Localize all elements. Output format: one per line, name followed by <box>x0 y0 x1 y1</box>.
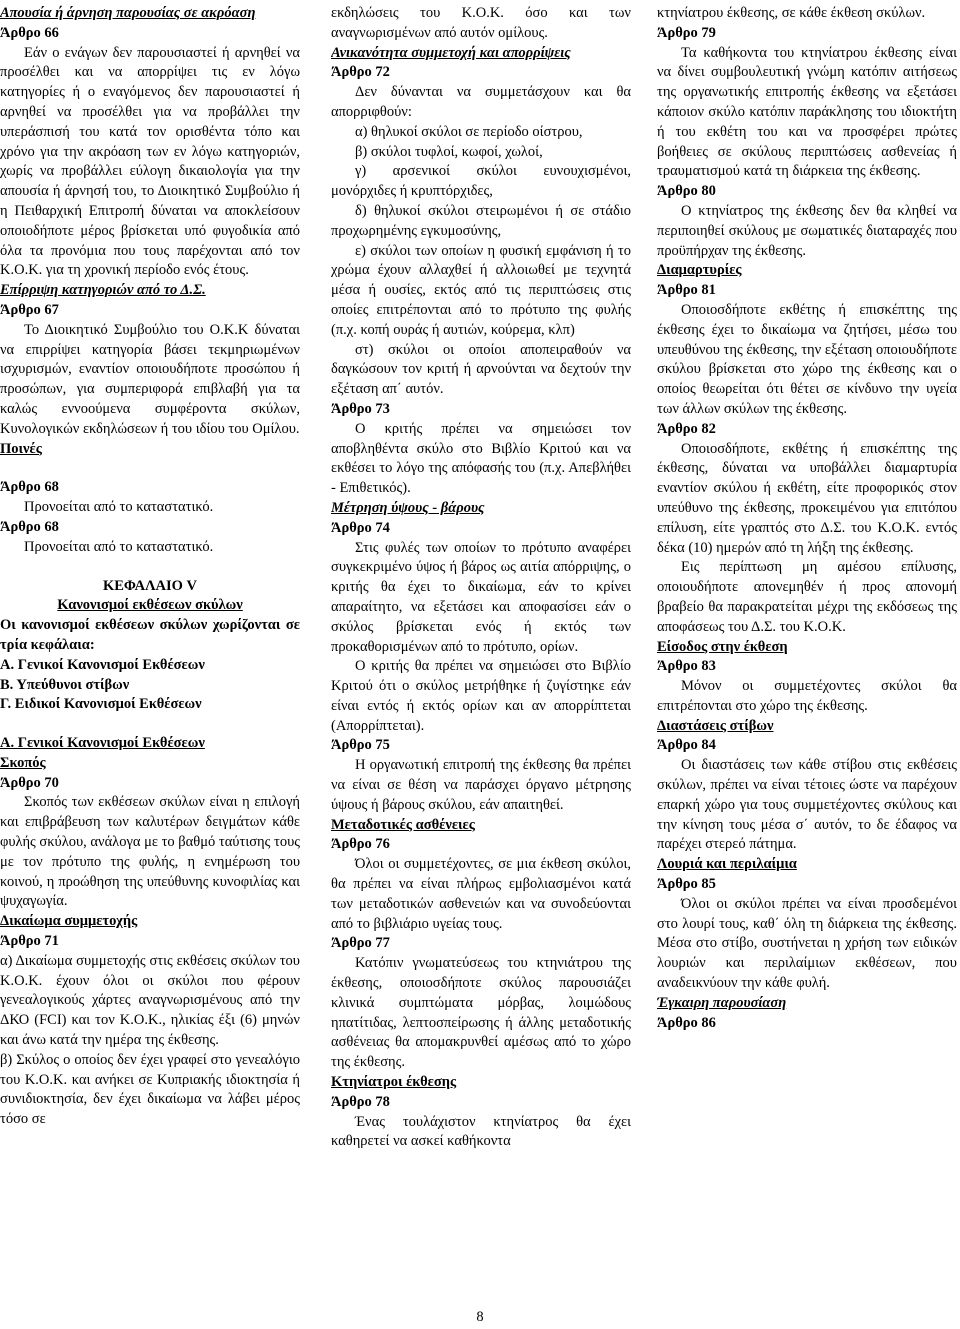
paragraph: Το Διοικητικό Συμβούλιο του Ο.Κ.Κ δύναται να επιρρίψει κατηγορία βάσει τεκμηριωμένων ισχυρισμών, εναντίον οποιουδήποτε προσώπου ή προσώπων, για συμπεριφορά επιβλαβή για τα καλώς εννοούμενα συμφέροντα σκύλων, Κυνολογικών εκδηλώσεων ή του ιδίου του Ομίλου. <box>0 321 300 437</box>
article-number: Άρθρο 68 <box>0 518 59 535</box>
article-number: Άρθρο 74 <box>331 519 390 536</box>
paragraph: Προνοείται από το καταστατικό. <box>24 538 214 555</box>
paragraph: β) Σκύλος ο οποίος δεν έχει γραφεί στο γενεαλόγιο του Κ.Ο.Κ. και ανήκει σε Κυπριακής ιδιοκτησία ή συνιδιοκτησία, δεν έχει δικαίωμα να λάβει μέρος τόσο σε <box>0 1051 300 1128</box>
paragraph: Όλοι οι συμμετέχοντες, σε μια έκθεση σκύλοι, θα πρέπει να είναι πλήρως εμβολιασμένοι κατά των μεταδοτικών ασθενειών και να συνοδεύονται από το βιβλιάριο υγείας τους. <box>331 856 631 932</box>
paragraph: Οποιοσδήποτε εκθέτης ή επισκέπτης της έκθεσης έχει το δικαίωμα να ζητήσει, μέσω του υπευθύνου της έκθεσης, την εξέταση οποιουδήποτε σκύλου βρίσκεται στο χώρο της έκθεσης και ο οποίος θεωρείται ότι θέτει σε κίνδυνο την υγεία των άλλων σκύλων της έκθεσης. <box>657 301 957 417</box>
section-heading: Έγκαιρη παρουσίαση <box>657 994 787 1011</box>
section-heading: Μεταδοτικές ασθένειες <box>331 816 475 833</box>
paragraph: Μόνον οι συμμετέχοντες σκύλοι θα επιτρέπονται στο χώρο της έκθεσης. <box>657 678 957 714</box>
section-heading: Δικαίωμα συμμετοχής <box>0 913 138 930</box>
chapter-list-item: Α. Γενικοί Κανονισμοί Εκθέσεων <box>0 656 205 673</box>
paragraph: Εις περίπτωση μη αμέσου επίλυσης, οποιουδήποτε απονεμηθέν ή προς απονομή βραβείο θα παρακρατείται μέχρι της εκδόσεως της αποφάσεως του Δ.Σ. του Κ.Ο.Κ. <box>657 559 957 635</box>
chapter-intro: Οι κανονισμοί εκθέσεων σκύλων χωρίζονται σε τρία κεφάλαια: <box>0 617 300 653</box>
section-heading: Είσοδος στην έκθεση <box>657 638 788 655</box>
article-number: Άρθρο 70 <box>0 774 59 791</box>
paragraph: Οι διαστάσεις των κάθε στίβου στις εκθέσεις σκύλων, πρέπει να είναι τέτοιες ώστε να παρέχουν επαρκή χώρο για τους συμμετέχοντες σκύλους και την κίνηση τους μέσα σ΄ αυτόν, το δε έδαφος να παρέχει στερεό πάτημα. <box>657 757 957 853</box>
list-item: ε) σκύλοι των οποίων η φυσική εμφάνιση ή το χρώμα έχουν αλλαχθεί ή αλλοιωθεί με τεχνητά μέσα ή ουσίες, εκτός από τις περιπτώσεις στις οποίες επιτρέπονται από το πρότυπο της φυλής (π.χ. κοπή ουράς ή αυτιών, κούρεμα, κλπ) <box>331 242 631 338</box>
spacer <box>0 459 300 478</box>
column-middle <box>331 4 631 1294</box>
article-number: Άρθρο 75 <box>331 737 390 754</box>
article-number: Άρθρο 68 <box>0 479 59 496</box>
paragraph: Τα καθήκοντα του κτηνίατρου έκθεσης είναι να δίνει συμβουλευτική γνώμη κατόπιν αιτήσεως της οργανωτικής επιτροπής έκθεσης να εξετάσει κάποιον σκύλο κατόπιν παράκλησης του ιδιοκτήτη ή του εκθέτη του και να προσφέρει πρώτες βοήθειες σε σκύλους περιπτώσεις ασθενείας ή τραυματισμού κατά τη διάρκεια της έκθεσης. <box>657 44 957 180</box>
list-item: α) θηλυκοί σκύλοι σε περίοδο οίστρου, <box>355 123 583 140</box>
article-number: Άρθρο 78 <box>331 1093 390 1110</box>
article-number: Άρθρο 72 <box>331 64 390 81</box>
article-number: Άρθρο 73 <box>331 400 390 417</box>
article-number: Άρθρο 66 <box>0 24 59 41</box>
paragraph: Κατόπιν γνωματεύσεως του κτηνιάτρου της έκθεσης, οποιοσδήποτε σκύλος παρουσιάζει κλινικά συμπτώματα μόρβας, λοιμώδους ηπατίτιδας, λεπτοσπείρωσης ή άλλης μεταδοτικής ασθένειας θα απομακρυνθεί αμέσως από το χώρο της έκθεσης. <box>331 955 631 1071</box>
chapter-list-item: Β. Υπεύθυνοι στίβων <box>0 676 130 693</box>
section-heading: Ανικανότητα συμμετοχή και απορρίψεις <box>331 44 571 61</box>
article-number: Άρθρο 79 <box>657 24 716 41</box>
section-heading: Λουριά και περιλαίμια <box>657 856 797 873</box>
section-heading: Α. Γενικοί Κανονισμοί Εκθέσεων <box>0 735 205 752</box>
article-number: Άρθρο 84 <box>657 737 716 754</box>
paragraph: εκδηλώσεις του Κ.Ο.Κ. όσο και των αναγνωρισμένων από αυτόν ομίλους. <box>331 5 631 41</box>
paragraph: Ένας τουλάχιστον κτηνίατρος θα έχει καθηρετεί να ασκεί καθήκοντα <box>331 1113 631 1150</box>
article-number: Άρθρο 83 <box>657 658 716 675</box>
section-heading: Απουσία ή άρνηση παρουσίας σε ακρόαση <box>0 5 256 21</box>
article-number: Άρθρο 86 <box>657 1014 716 1031</box>
spacer <box>0 558 300 577</box>
article-number: Άρθρο 82 <box>657 420 716 437</box>
column-left <box>0 4 300 1294</box>
paragraph: Ο κριτής θα πρέπει να σημειώσει στο Βιβλίο Κριτού ότι ο σκύλος μετρήθηκε ή ζυγίστηκε εάν είναι εντός ή εκτός ορίων και αν απορρίπτεται (Απορρίπτεται). <box>331 658 631 734</box>
article-number: Άρθρο 67 <box>0 301 59 318</box>
paragraph: Η οργανωτική επιτροπή της έκθεσης θα πρέπει να είναι σε θέση να παράσχει όργανο μέτρησης ύψους ή βάρους σκύλου, εάν απαιτηθεί. <box>331 757 631 813</box>
section-heading: Μέτρηση ύψους - βάρους <box>331 499 485 516</box>
article-number: Άρθρο 76 <box>331 836 390 853</box>
paragraph: Δεν δύνανται να συμμετάσχουν και θα απορριφθούν: <box>331 84 631 120</box>
section-heading: Διαστάσεις στίβων <box>657 717 774 734</box>
list-item: δ) θηλυκοί σκύλοι στειρωμένοι ή σε στάδιο προχωρημένης εγκυμοσύνης, <box>331 202 631 239</box>
paragraph: Ο κριτής πρέπει να σημειώσει τον αποβληθέντα σκύλο στο Βιβλίο Κριτού και να εκθέσει το λόγο της απόφασής του (π.χ. Απεβλήθει - Επιθετικός). <box>331 420 631 497</box>
chapter-subtitle: Κανονισμοί εκθέσεων σκύλων <box>57 597 243 614</box>
paragraph: Στις φυλές των οποίων το πρότυπο αναφέρει συγκεκριμένο ύψος ή βάρος ως αιτία απόρριψης, ο κριτής θα έχει το δικαίωμα, εάν το κρίνει απαραίτητο, να εξετάσει και αποφασίσει εάν ο σκύλος βρίσκεται ενός ή εκτός των προκαθορισμένων από το πρότυπο, ορίων. <box>331 539 631 655</box>
paragraph: Οποιοσδήποτε, εκθέτης ή επισκέπτης της έκθεσης, δύναται να υποβάλλει διαμαρτυρία εναντίον σκύλου ή εκθέτη, είτε προφορικός στον υπεύθυνο της έκθεσης, προκειμένου για επιτόπου επίλυση, είτε γραπτός στο Δ.Σ. του Κ.Ο.Κ. εντός δέκα (10) ημερών από τη λήξη της έκθεσης. <box>657 440 957 556</box>
section-heading: Ποινές <box>0 440 42 457</box>
article-number: Άρθρο 85 <box>657 876 716 893</box>
article-number: Άρθρο 71 <box>0 933 59 950</box>
paragraph: α) Δικαίωμα συμμετοχής στις εκθέσεις σκύλων του Κ.Ο.Κ. έχουν όλοι οι σκύλοι που φέρουν γενεαλογικούς χάρτες αναγνωρισμένους από την ΔΚΟ (FCI) και τον Κ.Ο.Κ., ηλικίας έξι (6) μηνών και άνω κατά την ημέρα της έκθεσης. <box>0 952 300 1049</box>
list-item: στ) σκύλοι οι οποίοι αποπειραθούν να δαγκώσουν τον κριτή ή αρνούνται να δεχτούν την εξέταση απ΄ αυτόν. <box>331 341 631 398</box>
list-item: γ) αρσενικοί σκύλοι ευνουχισμένοι, μονόρχιδες ή κρυπτόρχιδες, <box>331 163 631 200</box>
article-number: Άρθρο 77 <box>331 935 390 952</box>
page-number: 8 <box>476 1309 484 1325</box>
chapter-title: ΚΕΦΑΛΑΙΟ V <box>102 577 198 594</box>
column-right <box>657 4 957 1294</box>
paragraph: Όλοι οι σκύλοι πρέπει να είναι προσδεμένοι στο λουρί τους, καθ΄ όλη τη διάρκεια της έκθεσης. Μέσα στο στίβο, συστήνεται η χρήση των ειδικών λουριών και περιλαίμιων εκθέσεων, που αναδεικνύουν την κάθε φυλή. <box>657 895 957 992</box>
article-number: Άρθρο 80 <box>657 183 716 200</box>
section-heading: Διαμαρτυρίες <box>657 262 742 279</box>
spacer <box>0 715 300 734</box>
list-item: β) σκύλοι τυφλοί, κωφοί, χωλοί, <box>355 143 543 160</box>
chapter-list-item: Γ. Ειδικοί Κανονισμοί Εκθέσεων <box>0 696 202 713</box>
paragraph: Εάν ο ενάγων δεν παρουσιαστεί ή αρνηθεί να προσέλθει και να απορρίψει τις εν λόγω κατηγορίες ή ο εναγόμενος δεν παρουσιαστεί ή αρνηθεί να προσέλθει για να προβάλλει την υπεράσπισή του κατά τον ορισθέντα τόπο και χρόνο για την ακρόαση των εν λόγω κατηγοριών, χωρίς να προβάλλει εύλογη δικαιολογία για την απουσία ή άρνησή του, το Διοικητικό Συμβούλιο ή η Πειθαρχική Επιτροπή δύναται να αποκλείσουν οποιοδήποτε μέρος βρίσκεται υπό φυγοδικία από όλα τα προνόμια που τους παρέχονται από τον Κ.Ο.Κ. για τη χρονική περίοδο ενός έτους. <box>0 44 300 279</box>
article-number: Άρθρο 81 <box>657 282 716 299</box>
paragraph: Σκοπός των εκθέσεων σκύλων είναι η επιλογή και επιβράβευση των καλυτέρων δειγμάτων κάθε φυλής σκύλου, ανάλογα με το βαθμό ταύτισης τους με τον πρότυπο της φυλής, η ενημέρωση του κοινού, η προώθηση της υπεύθυνης κυνοφιλίας και ψυχαγωγία. <box>0 794 300 910</box>
section-heading: Κτηνίατροι έκθεσης <box>331 1074 457 1091</box>
paragraph: Προνοείται από το καταστατικό. <box>24 499 214 516</box>
paragraph: Ο κτηνίατρος της έκθεσης δεν θα κληθεί να περιποιηθεί σκύλους με σωματικές διαταραχές που προϋπήρχαν της έκθεσης. <box>657 202 957 259</box>
section-heading: Σκοπός <box>0 754 46 771</box>
paragraph: κτηνίατρου έκθεσης, σε κάθε έκθεση σκύλων. <box>657 5 926 21</box>
section-heading: Επίρριψη κατηγοριών από το Δ.Σ. <box>0 282 206 299</box>
